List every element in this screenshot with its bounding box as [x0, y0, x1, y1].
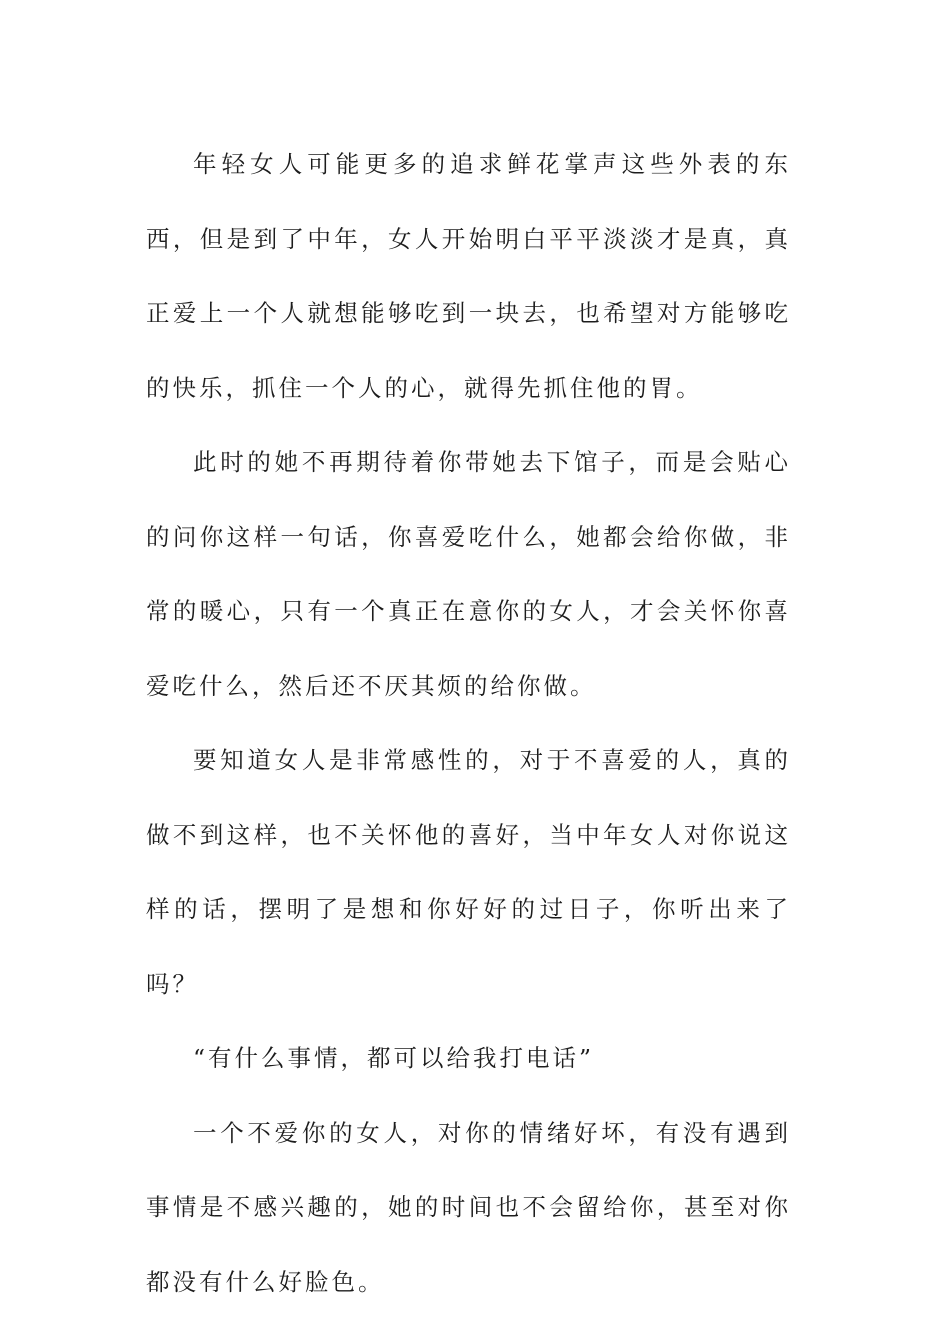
- paragraph-3: 要知道女人是非常感性的，对于不喜爱的人，真的做不到这样，也不关怀他的喜好，当中年女人对你说这样的话，摆明了是想和你好好的过日子，你听出来了吗？: [146, 746, 791, 998]
- paragraph-2: 此时的她不再期待着你带她去下馆子，而是会贴心的问你这样一句话，你喜爱吃什么，她都会给你做，非常的暖心，只有一个真正在意你的女人，才会关怀你喜爱吃什么，然后还不厌其烦的给你做。: [146, 448, 791, 700]
- paragraph-5: 一个不爱你的女人，对你的情绪好坏，有没有遇到事情是不感兴趣的，她的时间也不会留给你，甚至对你都没有什么好脸色。: [146, 1118, 791, 1296]
- document-body: [146, 127, 791, 1319]
- paragraph-1: 年轻女人可能更多的追求鲜花掌声这些外表的东西，但是到了中年，女人开始明白平平淡淡才是真，真正爱上一个人就想能够吃到一块去，也希望对方能够吃的快乐，抓住一个人的心，就得先抓住他的胃。: [146, 150, 791, 402]
- paragraph-4-quote: “有什么事情，都可以给我打电话”: [193, 1044, 595, 1072]
